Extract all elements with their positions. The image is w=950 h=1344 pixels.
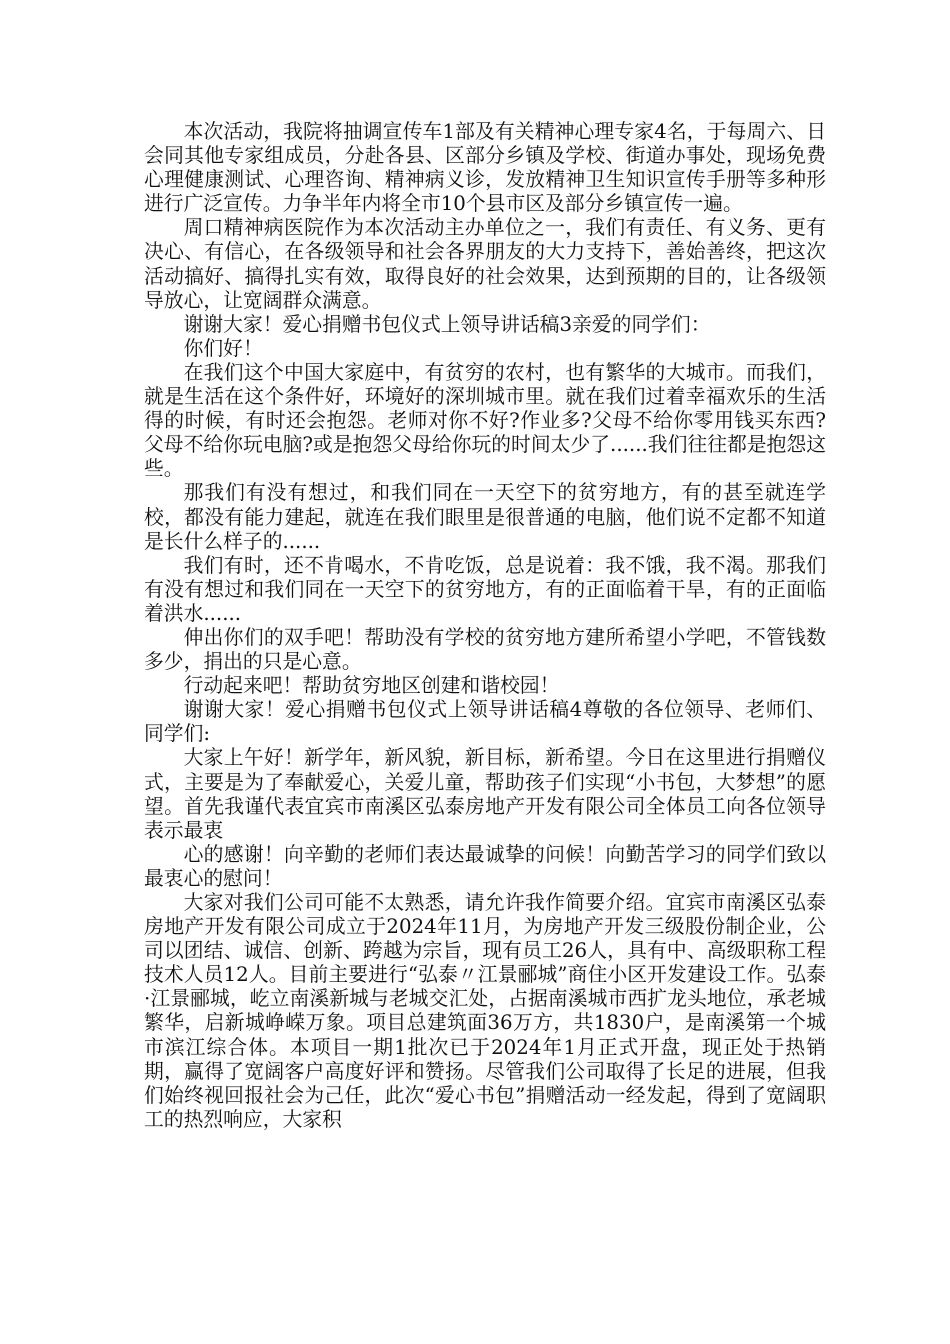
- paragraph-city-life: 在我们这个中国大家庭中，有贫穷的农村，也有繁华的大城市。而我们，就是生活在这个条件好，环境好的深圳城市里。就在我们过着幸福欢乐的生活得的时候，有时还会抱怨。老师对你不好?作业多?父母不给你零用钱买东西?父母不给你玩电脑?或是抱怨父母给你玩的时间太少了......我们往往都是抱怨这些。: [144, 360, 826, 481]
- paragraph-drought-flood: 我们有时，还不肯喝水，不肯吃饭，总是说着：我不饿，我不渴。那我们有没有想过和我们同在一天空下的贫穷地方，有的正面临着干旱，有的正面临着洪水......: [144, 553, 826, 625]
- paragraph-morning-greeting: 大家上午好！新学年，新风貌，新目标，新希望。今日在这里进行捐赠仪式，主要是为了奉献爱心，关爱儿童，帮助孩子们实现“小书包，大梦想”的愿望。首先我谨代表宜宾市南溪区弘泰房地产开发有限公司全体员工向各位领导表示最衷: [144, 746, 826, 842]
- paragraph-greeting: 你们好！: [183, 336, 263, 360]
- paragraph-speech3-heading: 谢谢大家！爱心捐赠书包仪式上领导讲话稿3亲爱的同学们：: [183, 312, 711, 336]
- paragraph-take-action: 行动起来吧！帮助贫穷地区创建和谐校园！: [183, 674, 560, 698]
- paragraph-speech4-heading: 谢谢大家！爱心捐赠书包仪式上领导讲话稿4尊敬的各位领导、老师们、同学们:: [144, 698, 826, 746]
- paragraph-helping-hands: 伸出你们的双手吧！帮助没有学校的贫穷地方建所希望小学吧，不管钱数多少，捐出的只是心意。: [144, 625, 826, 674]
- paragraph-hospital-commitment: 周口精神病医院作为本次活动主办单位之一，我们有责任、有义务、更有决心、有信心，在各级领导和社会各界朋友的大力支持下，善始善终，把这次活动搞好、搞得扎实有效，取得良好的社会效果，达到预期的目的，让各级领导放心，让宽阔群众满意。: [144, 216, 826, 312]
- document-body: [144, 120, 826, 1132]
- paragraph-poor-areas: 那我们有没有想过，和我们同在一天空下的贫穷地方，有的甚至就连学校，都没有能力建起，就连在我们眼里是很普通的电脑，他们说不定都不知道是长什么样子的......: [144, 481, 826, 553]
- paragraph-activity-plan: 本次活动，我院将抽调宣传车1部及有关精神心理专家4名，于每周六、日会同其他专家组成员，分赴各县、区部分乡镇及学校、街道办事处，现场免费心理健康测试、心理咨询、精神病义诊，发放精神卫生知识宣传手册等多种形进行广泛宣传。力争半年内将全市10个县市区及部分乡镇宣传一遍。: [144, 120, 826, 216]
- paragraph-thanks-teachers: 心的感谢！向辛勤的老师们表达最诚挚的问候！向勤苦学习的同学们致以最衷心的慰问！: [144, 842, 826, 890]
- paragraph-company-intro: 大家对我们公司可能不太熟悉，请允许我作简要介绍。宜宾市南溪区弘泰房地产开发有限公司成立于2024年11月，为房地产开发三级股份制企业，公司以团结、诚信、创新、跨越为宗旨，现有员工26人，具有中、高级职称工程技术人员12人。目前主要进行“弘泰〃江景郦城”商住小区开发建设工作。弘泰·江景郦城，屹立南溪新城与老城交汇处，占据南溪城市西扩龙头地位，承老城繁华，启新城峥嵘万象。项目总建筑面36万方，共1830户，是南溪第一个城市滨江综合体。本项目一期1批次已于2024年1月正式开盘，现正处于热销期，赢得了宽阔客户高度好评和赞扬。尽管我们公司取得了长足的进展，但我们始终视回报社会为己任，此次“爱心书包”捐赠活动一经发起，得到了宽阔职工的热烈响应，大家积: [144, 891, 826, 1131]
